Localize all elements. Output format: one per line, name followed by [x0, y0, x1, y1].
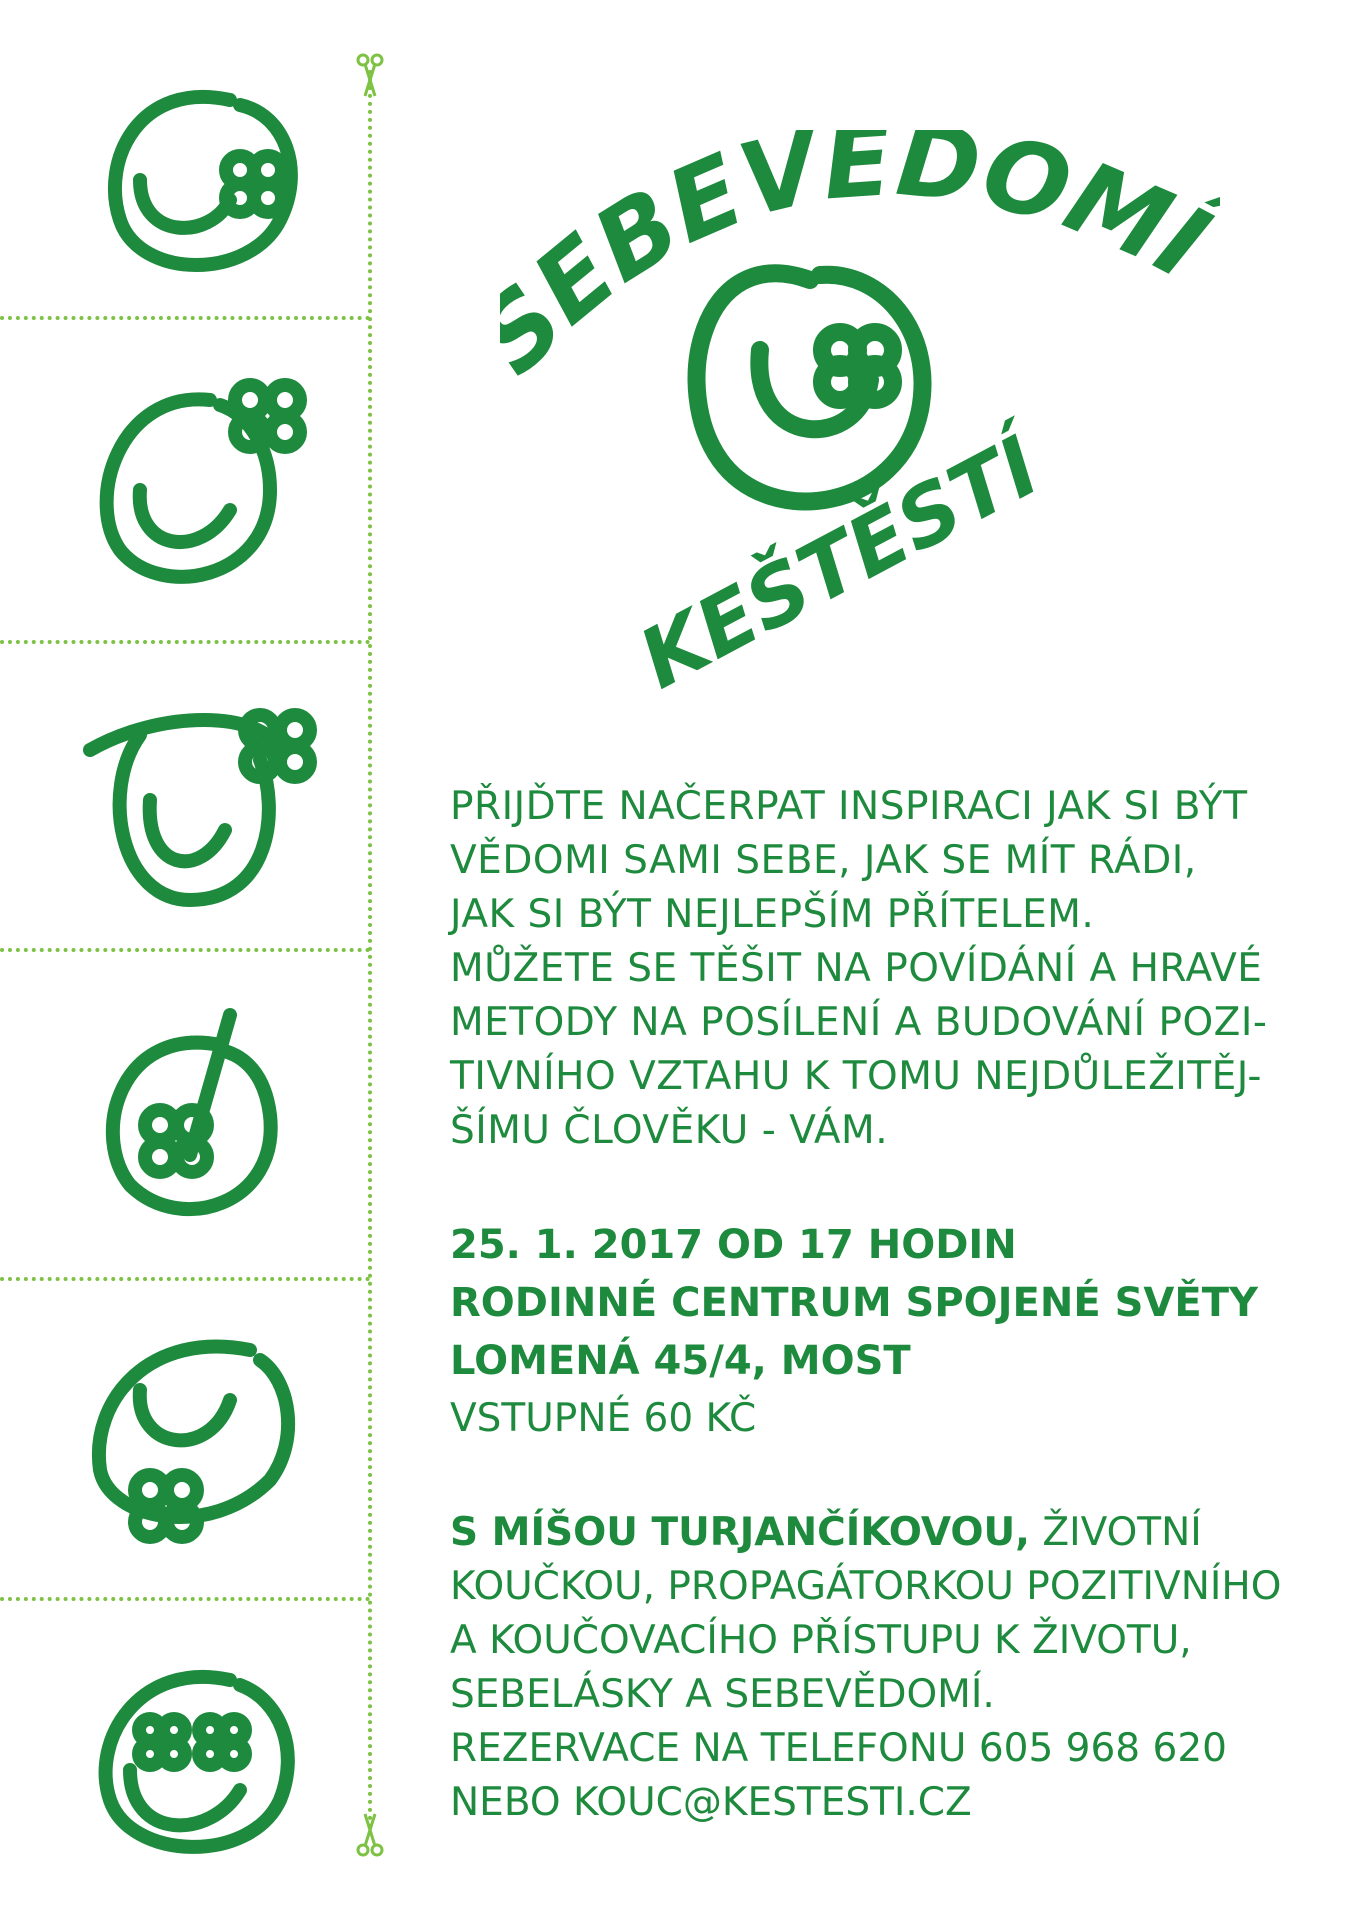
emblem-strip	[0, 0, 380, 1920]
event-logo	[500, 130, 1220, 730]
dotted-cut-line	[0, 316, 370, 320]
event-date: 25. 1. 2017 OD 17 HODIN	[450, 1222, 1017, 1268]
intro-line: TIVNÍHO VZTAHU K TOMU NEJDŮLEŽITĚJ-	[450, 1054, 1262, 1099]
event-venue: RODINNÉ CENTRUM SPOJENÉ SVĚTY	[450, 1280, 1258, 1326]
event-details	[450, 780, 1330, 1830]
clover-smiley-icon	[80, 70, 320, 300]
clover-smiley-icon	[80, 1320, 320, 1550]
scissors-icon	[355, 52, 385, 100]
dotted-cut-line	[0, 640, 370, 644]
scissors-icon	[355, 1810, 385, 1858]
presenter-line	[450, 1506, 1330, 1560]
logo-title: EBEVĚDOMÍ	[511, 130, 1220, 347]
reservation-email: NEBO KOUC@KESTESTI.CZ	[450, 1780, 972, 1825]
dotted-cut-line	[0, 948, 370, 952]
clover-smiley-icon	[80, 1005, 320, 1235]
intro-line: JAK SI BÝT NEJLEPŠÍM PŘÍTELEM.	[450, 892, 1095, 937]
intro-line: METODY NA POSÍLENÍ A BUDOVÁNÍ POZI-	[450, 1000, 1268, 1045]
clover-smiley-icon	[80, 690, 320, 920]
event-info	[450, 1216, 1330, 1448]
dotted-cut-line	[0, 1277, 370, 1281]
presenter-line: A KOUČOVACÍHO PŘÍSTUPU K ŽIVOTU,	[450, 1618, 1192, 1663]
intro-line: PŘIJĎTE NAČERPAT INSPIRACI JAK SI BÝT	[450, 784, 1248, 829]
clover-smiley-icon	[80, 370, 320, 600]
logo-subtitle: KEŠTĚSTÍ	[624, 419, 1055, 708]
intro-line: ŠÍMU ČLOVĚKU - VÁM.	[450, 1108, 889, 1153]
intro-line: VĚDOMI SAMI SEBE, JAK SE MÍT RÁDI,	[450, 838, 1197, 883]
logo-smiley-icon	[697, 273, 923, 501]
event-fee: VSTUPNÉ 60 KČ	[450, 1396, 757, 1441]
presenter-name: S MÍŠOU TURJANČÍKOVOU,	[450, 1510, 1030, 1555]
presenter-role: ŽIVOTNÍ	[1029, 1510, 1202, 1555]
presenter-line: SEBELÁSKY A SEBEVĚDOMÍ.	[450, 1672, 995, 1717]
intro-line: MŮŽETE SE TĚŠIT NA POVÍDÁNÍ A HRAVÉ	[450, 946, 1263, 991]
presenter-info	[450, 1506, 1330, 1830]
reservation-phone: REZERVACE NA TELEFONU 605 968 620	[450, 1726, 1227, 1771]
intro-text	[450, 780, 1330, 1158]
event-address: LOMENÁ 45/4, MOST	[450, 1338, 911, 1384]
logo-graphic	[500, 130, 1220, 730]
dotted-cut-line	[0, 1597, 370, 1601]
clover-smiley-icon	[80, 1650, 320, 1880]
presenter-line: KOUČKOU, PROPAGÁTORKOU POZITIVNÍHO	[450, 1564, 1282, 1609]
